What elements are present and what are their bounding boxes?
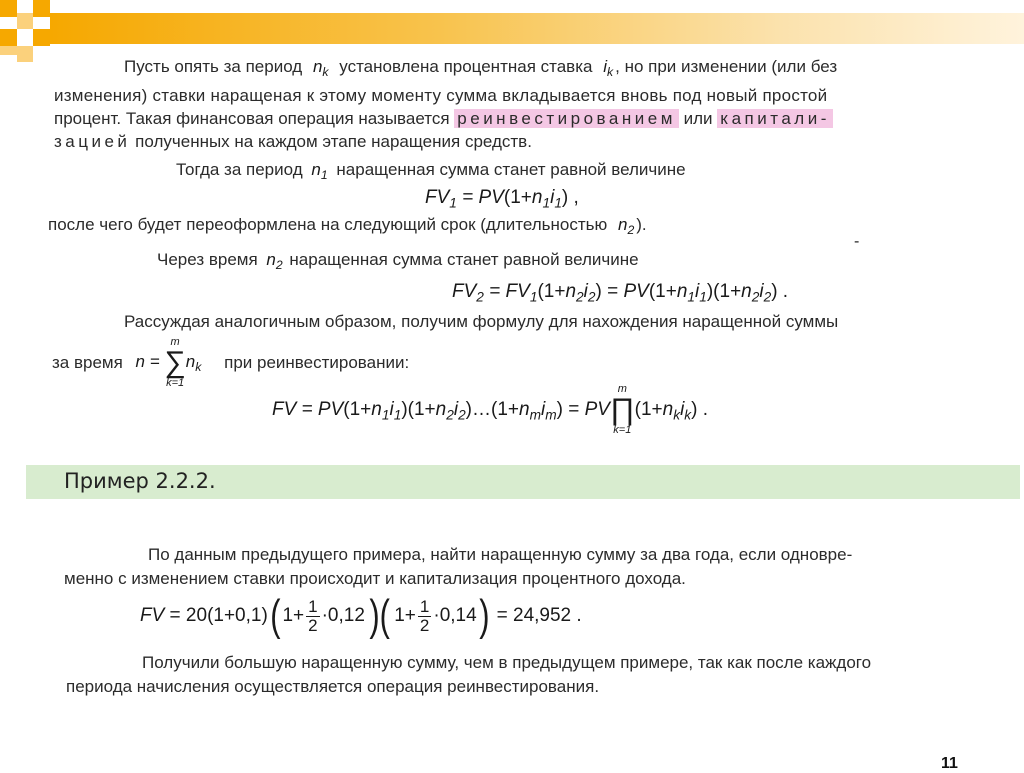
corner-square	[17, 13, 33, 29]
text-segment: за время	[52, 353, 123, 372]
header-gradient-bar	[50, 13, 1024, 44]
corner-square	[17, 46, 33, 62]
formula-n1: $n_1$	[311, 160, 328, 182]
para6-line1: По данным предыдущего примера, найти наращенную сумму за два года, если одновре-	[148, 545, 853, 564]
text-segment: процент. Такая финансовая операция называется	[54, 109, 450, 128]
para7-line2: периода начисления осуществляется операция реинвестирования.	[66, 677, 600, 696]
para3-line	[48, 215, 647, 235]
formula-nk: $n_k$	[312, 57, 329, 79]
corner-square	[33, 0, 50, 17]
text-segment: установлена процентная ставка	[339, 57, 593, 76]
formula-n2: $n_2$	[617, 215, 635, 237]
formula-n2: $n_2$	[266, 250, 283, 272]
highlight-term-capitalization: капитали-	[717, 109, 833, 128]
para1-line4	[54, 132, 532, 152]
text-segment: , но при изменении (или без	[615, 57, 838, 76]
corner-square	[0, 0, 17, 17]
para6-line2: менно с изменением ставки происходит и капитализация процентного дохода.	[64, 569, 686, 588]
highlight-term-reinvestment: реинвестированием	[454, 109, 679, 128]
formula-fv2: $FV_2 = FV_1(1+n_2i_2) = PV(1+n_1i_1)(1+n_2i_2)$ .	[452, 281, 789, 305]
text-segment: Тогда за период	[176, 160, 303, 179]
text-segment: наращенная сумма станет равной величине	[336, 160, 686, 179]
formula-fv1: $FV_1 = PV(1+n_1i_1)$ ,	[425, 187, 579, 211]
stray-dash: -	[854, 233, 860, 250]
text-segment: после чего будет переоформлена на следующий срок (длительностью	[48, 215, 608, 234]
para5-line1: Рассуждая аналогичным образом, получим формулу для нахождения наращенной суммы	[124, 312, 839, 331]
text-segment: Через время	[157, 250, 258, 269]
formula-example: FV = 20(1+0,1)( 1+ $\frac{1}{2}$ ·0,12)( 1+ $\frac{1}{2}$ ·0,14) = 24,952 .	[140, 591, 582, 640]
para7-line1: Получили большую наращенную сумму, чем в предыдущем примере, так как после каждого	[142, 653, 872, 672]
formula-n-sum: n = m ∑ k=1 $n_k$	[135, 336, 202, 389]
formula-ik: $i_k$	[603, 57, 614, 79]
text-segment: полученных на каждом этапе наращения средств.	[135, 132, 532, 151]
product-symbol: m ∏ k=1	[609, 383, 635, 436]
text-segment: наращенная сумма станет равной величине	[289, 250, 639, 269]
text-segment: ).	[636, 215, 647, 234]
formula-fv-general: FV = $PV(1+n_1i_1)(1+n_2i_2)\dots(1+n_mi_m)$ = PV m ∏ k=1 $(1+n_ki_k)$ .	[272, 383, 709, 436]
corner-square	[0, 46, 17, 55]
corner-square	[0, 29, 17, 46]
example-title: Пример 2.2.2.	[64, 469, 216, 493]
para2-line	[176, 160, 686, 180]
text-segment: при реинвестировании:	[224, 353, 410, 372]
page-number: 11	[941, 755, 958, 772]
sum-symbol: m ∑ k=1	[164, 336, 186, 389]
para4-line	[157, 250, 639, 270]
para1-line1	[124, 57, 837, 77]
corner-square	[33, 29, 50, 46]
text-segment: или	[683, 109, 713, 128]
para5-line2	[52, 337, 409, 389]
para1-line3	[54, 109, 833, 129]
spaced-term: зацией	[54, 132, 131, 151]
para1-line2: изменения) ставки наращеная к этому моменту сумма вкладывается вновь под новый простой	[54, 86, 828, 105]
text-segment: Пусть опять за период	[124, 57, 303, 76]
